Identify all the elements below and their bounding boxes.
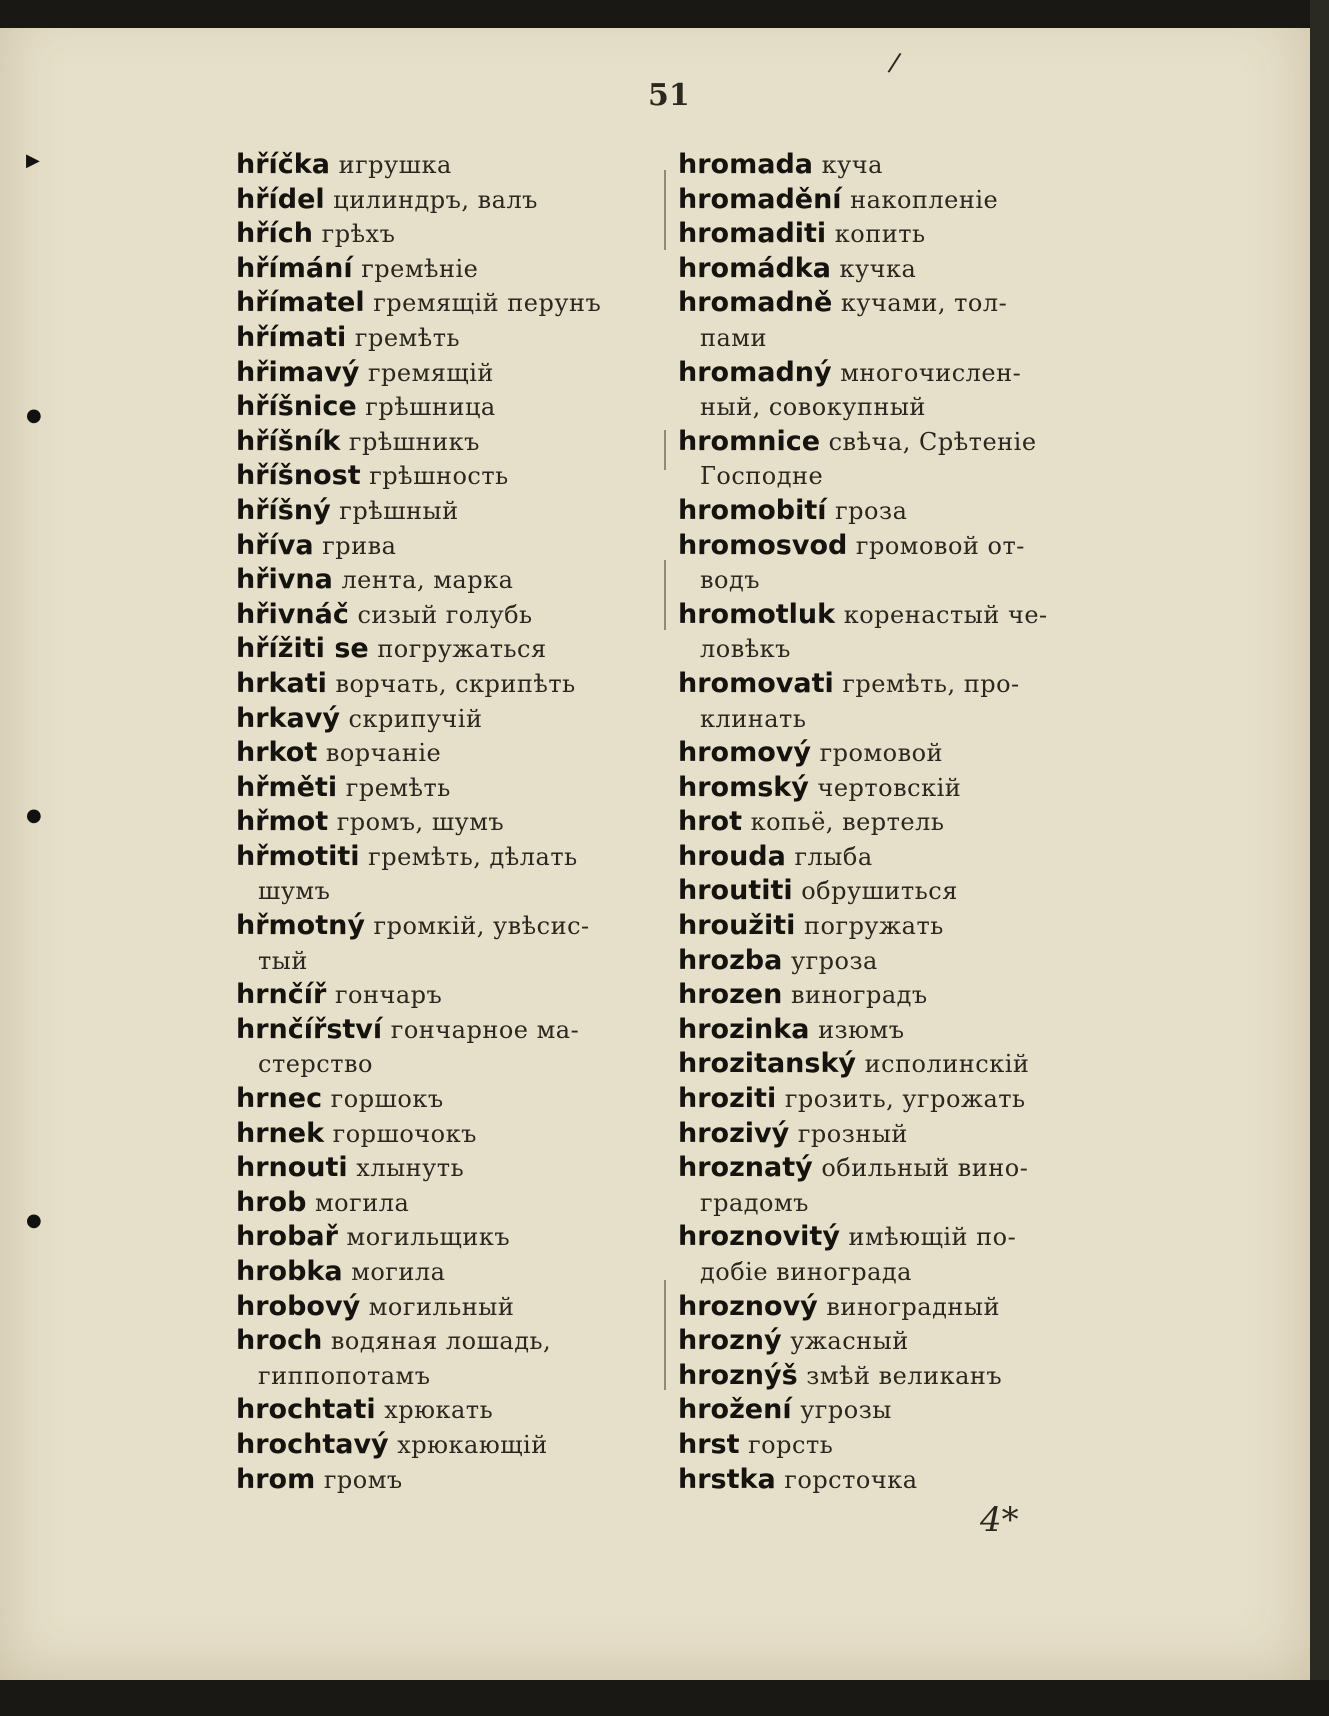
entry-translation: глыба (794, 842, 873, 871)
entry-translation: горсточка (784, 1465, 918, 1494)
entry-headword: hrnek (236, 1117, 325, 1149)
entry-translation: лента, марка (341, 566, 514, 595)
dictionary-entry (236, 390, 656, 425)
entry-headword: hrob (236, 1186, 307, 1218)
dictionary-entry (678, 598, 1098, 667)
entry-translation: свѣча, Срѣтеніе (828, 427, 1037, 456)
dictionary-entry (678, 425, 1098, 494)
entry-headword: hrkati (236, 667, 327, 699)
entry-headword: hromnice (678, 425, 821, 457)
entry-headword: hromosvod (678, 529, 848, 561)
margin-dot-icon: ● (26, 805, 42, 826)
entry-headword: hroznovitý (678, 1221, 840, 1253)
entry-translation: накопленіе (850, 185, 999, 214)
entry-headword: hrstka (678, 1463, 776, 1495)
entry-translation: грозный (797, 1119, 908, 1148)
entry-translation: угрозы (800, 1396, 892, 1425)
entry-translation: виноградъ (790, 981, 928, 1010)
entry-headword: hrom (236, 1463, 316, 1495)
entry-headword: hrkavý (236, 702, 340, 734)
entry-headword: hřivnáč (236, 598, 349, 630)
dictionary-entry (236, 1151, 656, 1186)
entry-headword: hrochtati (236, 1394, 376, 1426)
entry-headword: hříva (236, 529, 314, 561)
entry-headword: hromotluk (678, 598, 836, 630)
dictionary-entry (678, 840, 1098, 875)
entry-headword: hřídel (236, 183, 325, 215)
dictionary-entry (678, 217, 1098, 252)
entry-headword: hříšník (236, 425, 341, 457)
entry-translation-continued: ный, совокупный (700, 393, 926, 422)
dictionary-entry (236, 598, 656, 633)
entry-translation-continued: Господне (700, 462, 824, 491)
entry-translation: громкій, увѣсис- (373, 912, 590, 941)
dictionary-entry (236, 1290, 656, 1325)
entry-translation: кучка (839, 254, 917, 283)
entry-headword: hrozba (678, 944, 783, 976)
entry-headword: hroziti (678, 1083, 777, 1115)
entry-headword: hrožení (678, 1394, 792, 1426)
dictionary-entry (678, 1359, 1098, 1394)
entry-translation: ворчаніе (325, 739, 442, 768)
entry-translation-continued: шумъ (258, 877, 331, 906)
entry-headword: hrnčíř (236, 979, 327, 1011)
entry-headword: hroutiti (678, 875, 793, 907)
column-divider (664, 560, 666, 630)
page-number: 51 (648, 78, 690, 113)
entry-headword: hrozinka (678, 1013, 810, 1045)
dictionary-entry (236, 425, 656, 460)
dictionary-entry (678, 1463, 1098, 1498)
entry-translation: чертовскій (817, 773, 962, 802)
entry-translation: грѣхъ (321, 220, 396, 249)
entry-translation: грѣшникъ (348, 427, 480, 456)
dictionary-entry (678, 356, 1098, 425)
entry-headword: hroch (236, 1325, 323, 1357)
dictionary-entry (236, 321, 656, 356)
dictionary-entry (678, 874, 1098, 909)
entry-translation: громъ (323, 1465, 403, 1494)
entry-headword: hromovati (678, 667, 834, 699)
entry-headword: hrochtavý (236, 1428, 389, 1460)
entry-headword: hromský (678, 771, 809, 803)
entry-translation: гончарное ма- (390, 1015, 580, 1044)
entry-translation: гремѣть, про- (842, 669, 1020, 698)
entry-translation: обрушиться (801, 877, 958, 906)
dictionary-entry (678, 1220, 1098, 1289)
dictionary-entry (678, 1082, 1098, 1117)
dictionary-entry (678, 978, 1098, 1013)
entry-translation-continued: ловѣкъ (700, 635, 791, 664)
entry-translation: цилиндръ, валъ (333, 185, 538, 214)
dictionary-entry (678, 805, 1098, 840)
entry-headword: hrobař (236, 1221, 338, 1253)
entry-headword: hřmotný (236, 910, 365, 942)
dictionary-entry (236, 805, 656, 840)
entry-translation: громовой от- (855, 531, 1025, 560)
entry-translation: грозить, угрожать (784, 1085, 1026, 1114)
entry-headword: hromada (678, 149, 813, 180)
entry-translation: угроза (790, 946, 878, 975)
dictionary-entry (678, 667, 1098, 736)
entry-headword: hrnec (236, 1083, 323, 1115)
dictionary-entry (236, 771, 656, 806)
margin-arrow-icon: ▶ (26, 150, 40, 171)
entry-headword: hříšnice (236, 391, 357, 423)
dictionary-entry (678, 1047, 1098, 1082)
entry-headword: hroužiti (678, 910, 796, 942)
dictionary-entry (236, 667, 656, 702)
right-column (678, 148, 1098, 1497)
dictionary-entry (678, 494, 1098, 529)
entry-translation: копить (834, 220, 926, 249)
entry-translation: хлынуть (356, 1154, 465, 1183)
entry-headword: hroznýš (678, 1359, 798, 1391)
entry-translation: копьё, вертель (750, 808, 945, 837)
dictionary-entry (678, 148, 1098, 183)
entry-headword: hrouda (678, 840, 786, 872)
entry-translation: водяная лошадь, (330, 1327, 552, 1356)
entry-translation-continued: пами (700, 323, 767, 352)
entry-headword: hřímání (236, 252, 353, 284)
signature-mark: 4* (980, 1500, 1019, 1540)
dictionary-entry (236, 1428, 656, 1463)
dictionary-entry (678, 252, 1098, 287)
entry-headword: hřímatel (236, 287, 365, 319)
entry-headword: hrkot (236, 737, 318, 769)
dictionary-entry (678, 1013, 1098, 1048)
entry-translation: гремящій перунъ (373, 289, 602, 318)
entry-headword: hříčka (236, 149, 330, 180)
entry-translation: гремящій (367, 358, 494, 387)
entry-translation: гроза (835, 496, 908, 525)
dictionary-entry (678, 1117, 1098, 1152)
entry-translation: коренастый че- (843, 600, 1048, 629)
entry-headword: hromadný (678, 356, 832, 388)
entry-translation: грива (322, 531, 397, 560)
entry-translation: грѣшный (339, 496, 459, 525)
entry-headword: hromaditi (678, 218, 827, 250)
dictionary-entry (678, 944, 1098, 979)
entry-translation: гремѣть, дѣлать (368, 842, 578, 871)
dictionary-entry (678, 1428, 1098, 1463)
entry-headword: hrobka (236, 1256, 343, 1287)
entry-translation: грѣшность (369, 462, 509, 491)
entry-headword: hrozný (678, 1325, 782, 1357)
entry-translation: могила (351, 1258, 446, 1286)
entry-translation-continued: тый (258, 946, 308, 975)
entry-translation: кучами, тол- (840, 289, 1008, 318)
entry-headword: hřmot (236, 806, 329, 838)
dictionary-entry (236, 148, 656, 183)
entry-translation: громовой (819, 739, 944, 768)
entry-headword: hřivna (236, 564, 333, 596)
entry-headword: hromadně (678, 287, 833, 319)
entry-translation: горшочокъ (332, 1119, 477, 1148)
entry-headword: hroznatý (678, 1152, 813, 1184)
entry-translation: могила (315, 1188, 410, 1217)
entry-translation: погружаться (377, 635, 547, 664)
dictionary-entry (236, 529, 656, 564)
entry-translation: могильщикъ (346, 1223, 511, 1252)
entry-translation: ворчать, скрипѣть (335, 669, 576, 698)
entry-headword: hrozitanský (678, 1048, 857, 1080)
dictionary-entry (678, 1393, 1098, 1428)
dictionary-entry (678, 736, 1098, 771)
dictionary-entry (236, 1117, 656, 1152)
entry-translation: грѣшница (365, 393, 496, 422)
dictionary-entry (678, 1290, 1098, 1325)
dictionary-entry (236, 632, 656, 667)
entry-translation: скрипучій (348, 704, 483, 733)
entry-headword: hřmotiti (236, 840, 360, 872)
entry-headword: hříšný (236, 494, 331, 526)
entry-headword: hříšnost (236, 460, 361, 492)
entry-translation: погружать (804, 912, 944, 941)
dictionary-entry (236, 909, 656, 978)
dictionary-entry (678, 286, 1098, 355)
entry-headword: hrot (678, 806, 742, 838)
scan-border-top (0, 0, 1329, 28)
entry-translation: горсть (748, 1430, 834, 1459)
dictionary-entry (236, 252, 656, 287)
dictionary-entry (678, 1151, 1098, 1220)
entry-translation-continued: градомъ (700, 1188, 809, 1217)
entry-translation-continued: клинать (700, 704, 807, 733)
entry-translation-continued: стерство (258, 1050, 373, 1079)
entry-headword: hřimavý (236, 356, 360, 388)
dictionary-entry (236, 183, 656, 218)
entry-translation: хрюкать (384, 1396, 494, 1425)
entry-headword: hrnouti (236, 1152, 348, 1184)
dictionary-entry (236, 1255, 656, 1290)
column-divider (664, 170, 666, 250)
scan-border-bottom (0, 1680, 1329, 1716)
entry-translation: гремѣть (345, 773, 451, 802)
margin-dot-icon: ● (26, 1210, 42, 1231)
entry-headword: hroznový (678, 1290, 818, 1322)
dictionary-entry (236, 1082, 656, 1117)
entry-headword: hřích (236, 218, 314, 250)
entry-headword: hromobití (678, 494, 827, 526)
entry-headword: hřížiti se (236, 633, 369, 665)
entry-headword: hrst (678, 1428, 740, 1460)
entry-translation-continued: гиппопотамъ (258, 1361, 431, 1390)
entry-translation: гремѣть (354, 323, 461, 352)
pencil-mark-icon: / (886, 47, 903, 79)
entry-headword: hrozivý (678, 1117, 790, 1149)
entry-headword: hromadění (678, 183, 842, 215)
margin-dot-icon: ● (26, 405, 42, 426)
dictionary-entry (236, 702, 656, 737)
entry-translation: сизый голубь (357, 600, 533, 629)
entry-headword: hrozen (678, 979, 783, 1011)
dictionary-entry (236, 494, 656, 529)
dictionary-entry (236, 286, 656, 321)
left-column (236, 148, 656, 1497)
dictionary-entry (236, 1393, 656, 1428)
dictionary-entry (678, 529, 1098, 598)
column-divider (664, 430, 666, 470)
scan-border-right (1310, 0, 1329, 1716)
dictionary-entry (236, 1013, 656, 1082)
dictionary-entry (678, 771, 1098, 806)
dictionary-entry (678, 909, 1098, 944)
entry-translation: многочислен- (840, 358, 1022, 387)
entry-translation: горшокъ (330, 1085, 444, 1114)
entry-translation: обильный вино- (821, 1154, 1029, 1183)
dictionary-entry (236, 1463, 656, 1498)
entry-translation: громъ, шумъ (336, 808, 505, 837)
entry-translation: виноградный (826, 1292, 1000, 1321)
entry-headword: hřímati (236, 321, 347, 353)
dictionary-entry (236, 978, 656, 1013)
dictionary-entry (678, 183, 1098, 218)
entry-translation: игрушка (338, 151, 452, 179)
entry-translation: гремѣніе (361, 254, 479, 283)
dictionary-entry (236, 1220, 656, 1255)
entry-translation: могильный (368, 1292, 515, 1321)
entry-headword: hřměti (236, 771, 338, 803)
dictionary-entry (678, 1324, 1098, 1359)
entry-headword: hrobový (236, 1290, 361, 1322)
entry-translation: змѣй великанъ (806, 1361, 1003, 1390)
entry-headword: hrnčířství (236, 1013, 383, 1045)
dictionary-entry (236, 1324, 656, 1393)
entry-translation: имѣющій по- (848, 1223, 1017, 1252)
entry-translation: исполинскій (864, 1050, 1030, 1079)
entry-headword: hromádka (678, 252, 831, 284)
dictionary-entry (236, 356, 656, 391)
dictionary-entry (236, 563, 656, 598)
dictionary-entry (236, 1186, 656, 1221)
dictionary-entry (236, 459, 656, 494)
entry-headword: hromový (678, 737, 811, 769)
entry-translation: куча (821, 151, 883, 179)
entry-translation-continued: водъ (700, 566, 761, 595)
entry-translation: изюмъ (818, 1015, 905, 1044)
dictionary-entry (236, 840, 656, 909)
entry-translation: ужасный (790, 1327, 909, 1356)
entry-translation-continued: добіе винограда (700, 1258, 912, 1286)
entry-translation: хрюкающій (397, 1430, 548, 1459)
dictionary-entry (236, 736, 656, 771)
column-divider (664, 1280, 666, 1390)
entry-translation: гончаръ (334, 981, 443, 1010)
dictionary-entry (236, 217, 656, 252)
